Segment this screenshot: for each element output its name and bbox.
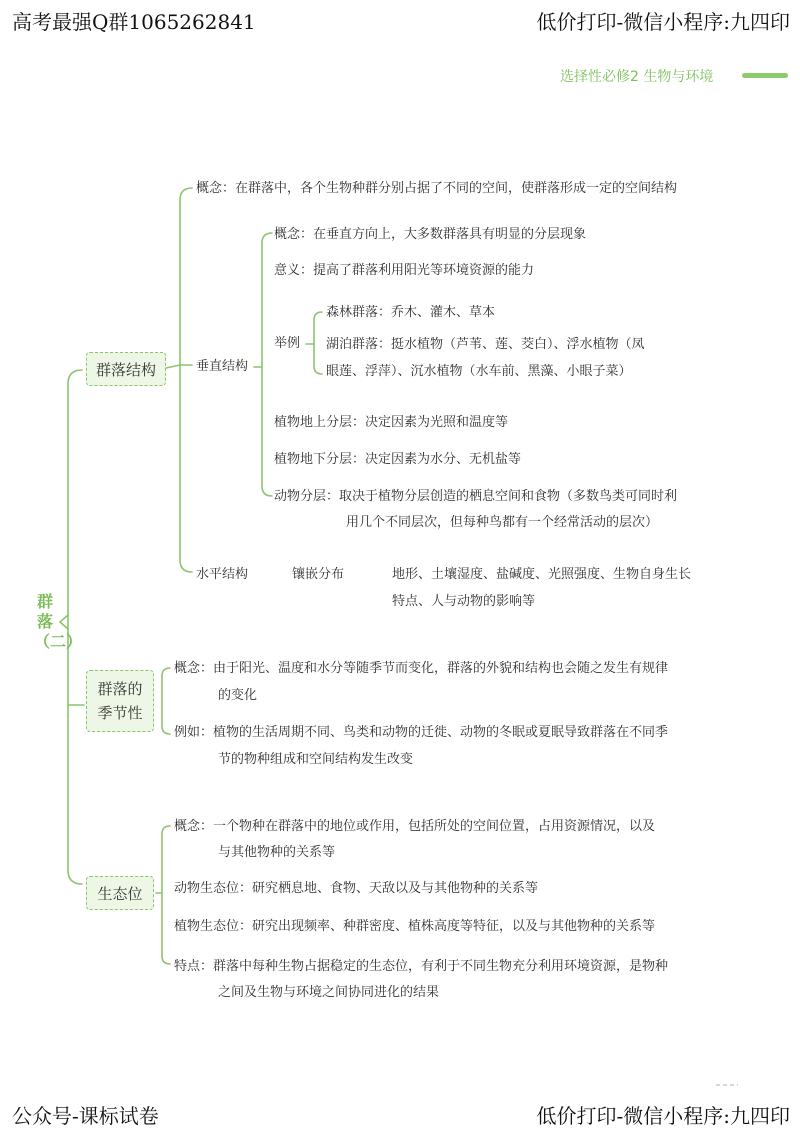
watermark-top-right: 低价打印-微信小程序:九四印	[536, 10, 790, 34]
horizontal-factors-line2: 特点、人与动物的影响等	[392, 594, 536, 609]
topic-community-structure: 群落结构	[86, 352, 166, 386]
section-header: 选择性必修2 生物与环境	[560, 69, 714, 85]
vertical-concept: 概念：在垂直方向上，大多数群落具有明显的分层现象	[274, 227, 587, 242]
structure-concept: 概念：在群落中，各个生物种群分别占据了不同的空间，使群落形成一定的空间结构	[196, 181, 678, 196]
lake-community-line2: 眼莲、浮萍）、沉水植物（水车前、黑藻、小眼子菜）	[326, 364, 632, 379]
root-topic: 群落（二）	[34, 592, 83, 651]
horizontal-factors-line1: 地形、土壤湿度、盐碱度、光照强度、生物自身生长	[392, 567, 692, 582]
example-label: 举例	[274, 336, 301, 351]
vertical-structure-label: 垂直结构	[196, 359, 249, 374]
plant-niche: 植物生态位：研究出现频率、种群密度、植株高度等特征，以及与其他物种的关系等	[174, 919, 656, 934]
niche-concept-line2: 与其他物种的关系等	[218, 845, 336, 860]
niche-concept-line1: 概念：一个物种在群落中的地位或作用，包括所处的空间位置，占用资源情况，以及	[174, 819, 656, 834]
topic-seasonality	[86, 670, 154, 732]
niche-feature-line2: 之间及生物与环境之间协同进化的结果	[218, 985, 440, 1000]
mosaic-distribution: 镶嵌分布	[292, 567, 345, 582]
animal-layering-line1: 动物分层：取决于植物分层创造的栖息空间和食物（多数鸟类可同时利	[274, 489, 678, 504]
forest-community: 森林群落：乔木、灌木、草本	[326, 305, 496, 320]
seasonality-example-line2: 节的物种组成和空间结构发生改变	[218, 752, 414, 767]
topic-niche: 生态位	[86, 876, 154, 910]
seasonality-concept-line1: 概念：由于阳光、温度和水分等随季节而变化，群落的外貌和结构也会随之发生有规律	[174, 661, 669, 676]
animal-niche: 动物生态位：研究栖息地、食物、天敌以及与其他物种的关系等	[174, 881, 539, 896]
seasonality-label-line1: 群落的	[97, 680, 143, 698]
watermark-bottom-left: 公众号-课标试卷	[12, 1104, 159, 1128]
seasonality-label-line2: 季节性	[97, 704, 143, 722]
seasonality-concept-line2: 的变化	[218, 688, 258, 703]
horizontal-structure-label: 水平结构	[196, 567, 249, 582]
animal-layering-line2: 用几个不同层次，但每种鸟都有一个经常活动的层次）	[346, 515, 659, 530]
vertical-meaning: 意义：提高了群落利用阳光等环境资源的能力	[274, 263, 535, 278]
page-corner-mark	[716, 1082, 738, 1088]
plant-above-ground: 植物地上分层：决定因素为光照和温度等	[274, 415, 509, 430]
lake-community-line1: 湖泊群落：挺水植物（芦苇、莲、茭白）、浮水植物（凤	[326, 337, 645, 352]
watermark-bottom-right: 低价打印-微信小程序:九四印	[536, 1104, 790, 1128]
plant-below-ground: 植物地下分层：决定因素为水分、无机盐等	[274, 452, 522, 467]
seasonality-example-line1: 例如：植物的生活周期不同、鸟类和动物的迁徙、动物的冬眠或夏眠导致群落在不同季	[174, 725, 669, 740]
niche-feature-line1: 特点：群落中每种生物占据稳定的生态位，有利于不同生物充分利用环境资源，是物种	[174, 959, 669, 974]
watermark-top-left: 高考最强Q群1065262841	[12, 10, 256, 34]
